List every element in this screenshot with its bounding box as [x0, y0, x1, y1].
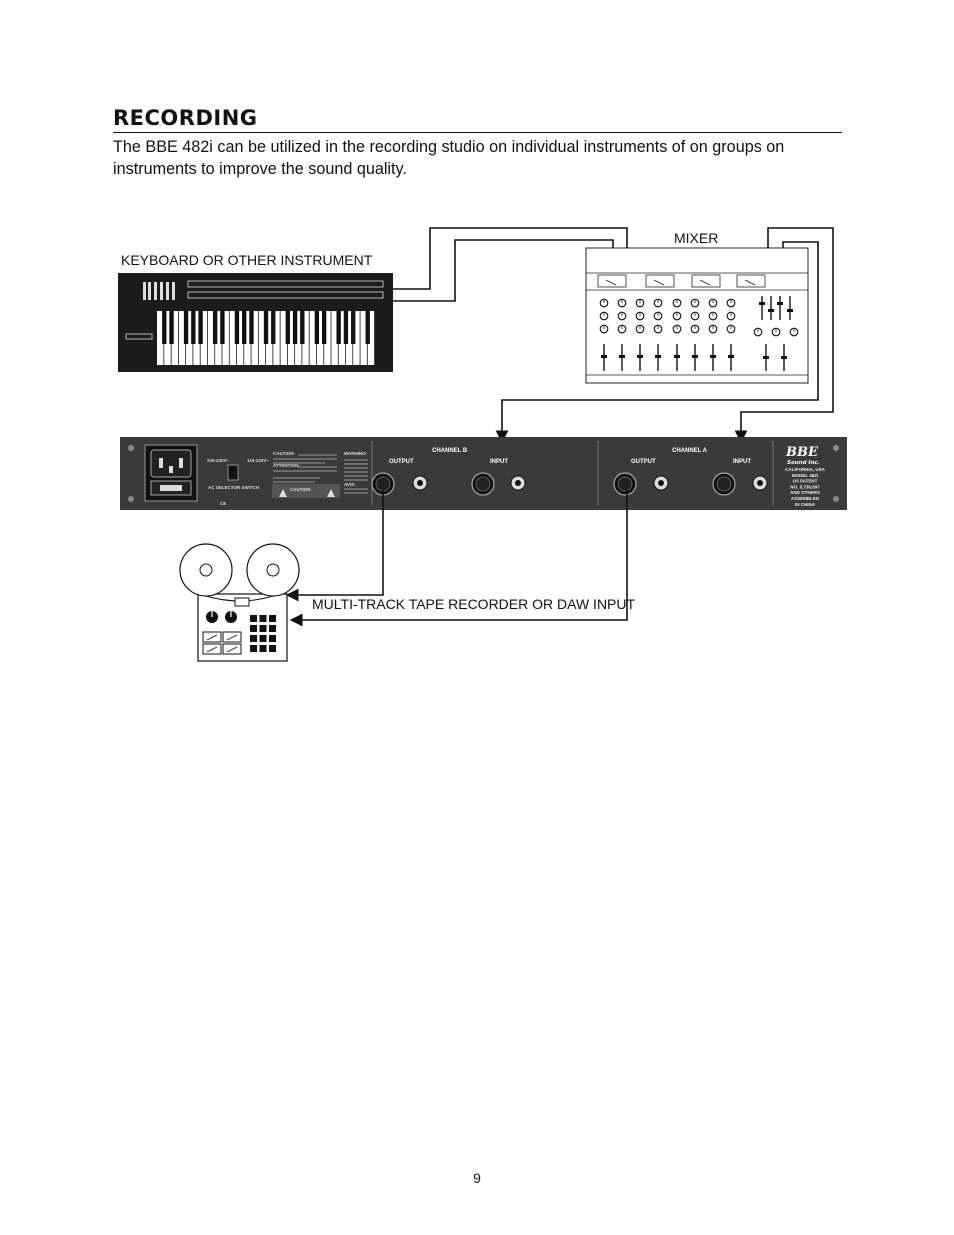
output-a-label: OUTPUT — [631, 459, 656, 465]
ce-mark: CE — [220, 501, 227, 506]
bbe-logo: BBE — [786, 445, 818, 460]
mixer-label: MIXER — [674, 230, 719, 246]
bbe-482i-rear-panel — [120, 437, 847, 510]
recorder-label: MULTI-TRACK TAPE RECORDER OR DAW INPUT — [312, 596, 636, 612]
input-b-label: INPUT — [490, 459, 508, 465]
volt-left-label: 220-240V~ — [207, 458, 230, 463]
avis-label: AVIS: — [344, 482, 356, 487]
keyboard-illustration — [118, 273, 393, 372]
output-b-label: OUTPUT — [389, 459, 414, 465]
ac-selector-label: AC SELECTOR SWITCH — [208, 485, 260, 490]
page-number: 9 — [473, 1170, 481, 1186]
rack-info-line: AND OTHERS — [790, 490, 820, 496]
channel-b-label: CHANNEL B — [432, 448, 468, 454]
volt-right-label: 110-120V~ — [247, 458, 269, 463]
warning-label: WARNING: — [344, 451, 368, 456]
mixer-illustration — [586, 248, 808, 383]
intro-paragraph: The BBE 482i can be utilized in the recording studio on individual instruments of on groups on instruments to improve the sound quality. — [113, 138, 785, 178]
rack-info-line: US PATENT — [792, 478, 818, 484]
rack-info-line: MODEL 482i — [791, 472, 819, 478]
caution-badge: CAUTION — [290, 487, 311, 492]
tape-recorder-illustration — [180, 544, 299, 661]
attention-label: ATTENTION: — [273, 463, 300, 468]
rack-info-line: CALIFORNIA, USA — [785, 467, 825, 472]
input-a-label: INPUT — [733, 459, 751, 465]
channel-a-label: CHANNEL A — [672, 448, 708, 454]
rack-info-line: IN CHINA — [795, 501, 815, 507]
rack-info-line: NO. 5,736,897 — [790, 484, 820, 490]
bbe-logo-sub: Sound Inc. — [787, 460, 820, 466]
section-title: RECORDING — [113, 106, 258, 130]
keyboard-label: KEYBOARD OR OTHER INSTRUMENT — [121, 252, 373, 268]
caution-label: CAUTION: — [273, 451, 295, 456]
rack-info-line: ASSEMBLED — [790, 496, 820, 501]
